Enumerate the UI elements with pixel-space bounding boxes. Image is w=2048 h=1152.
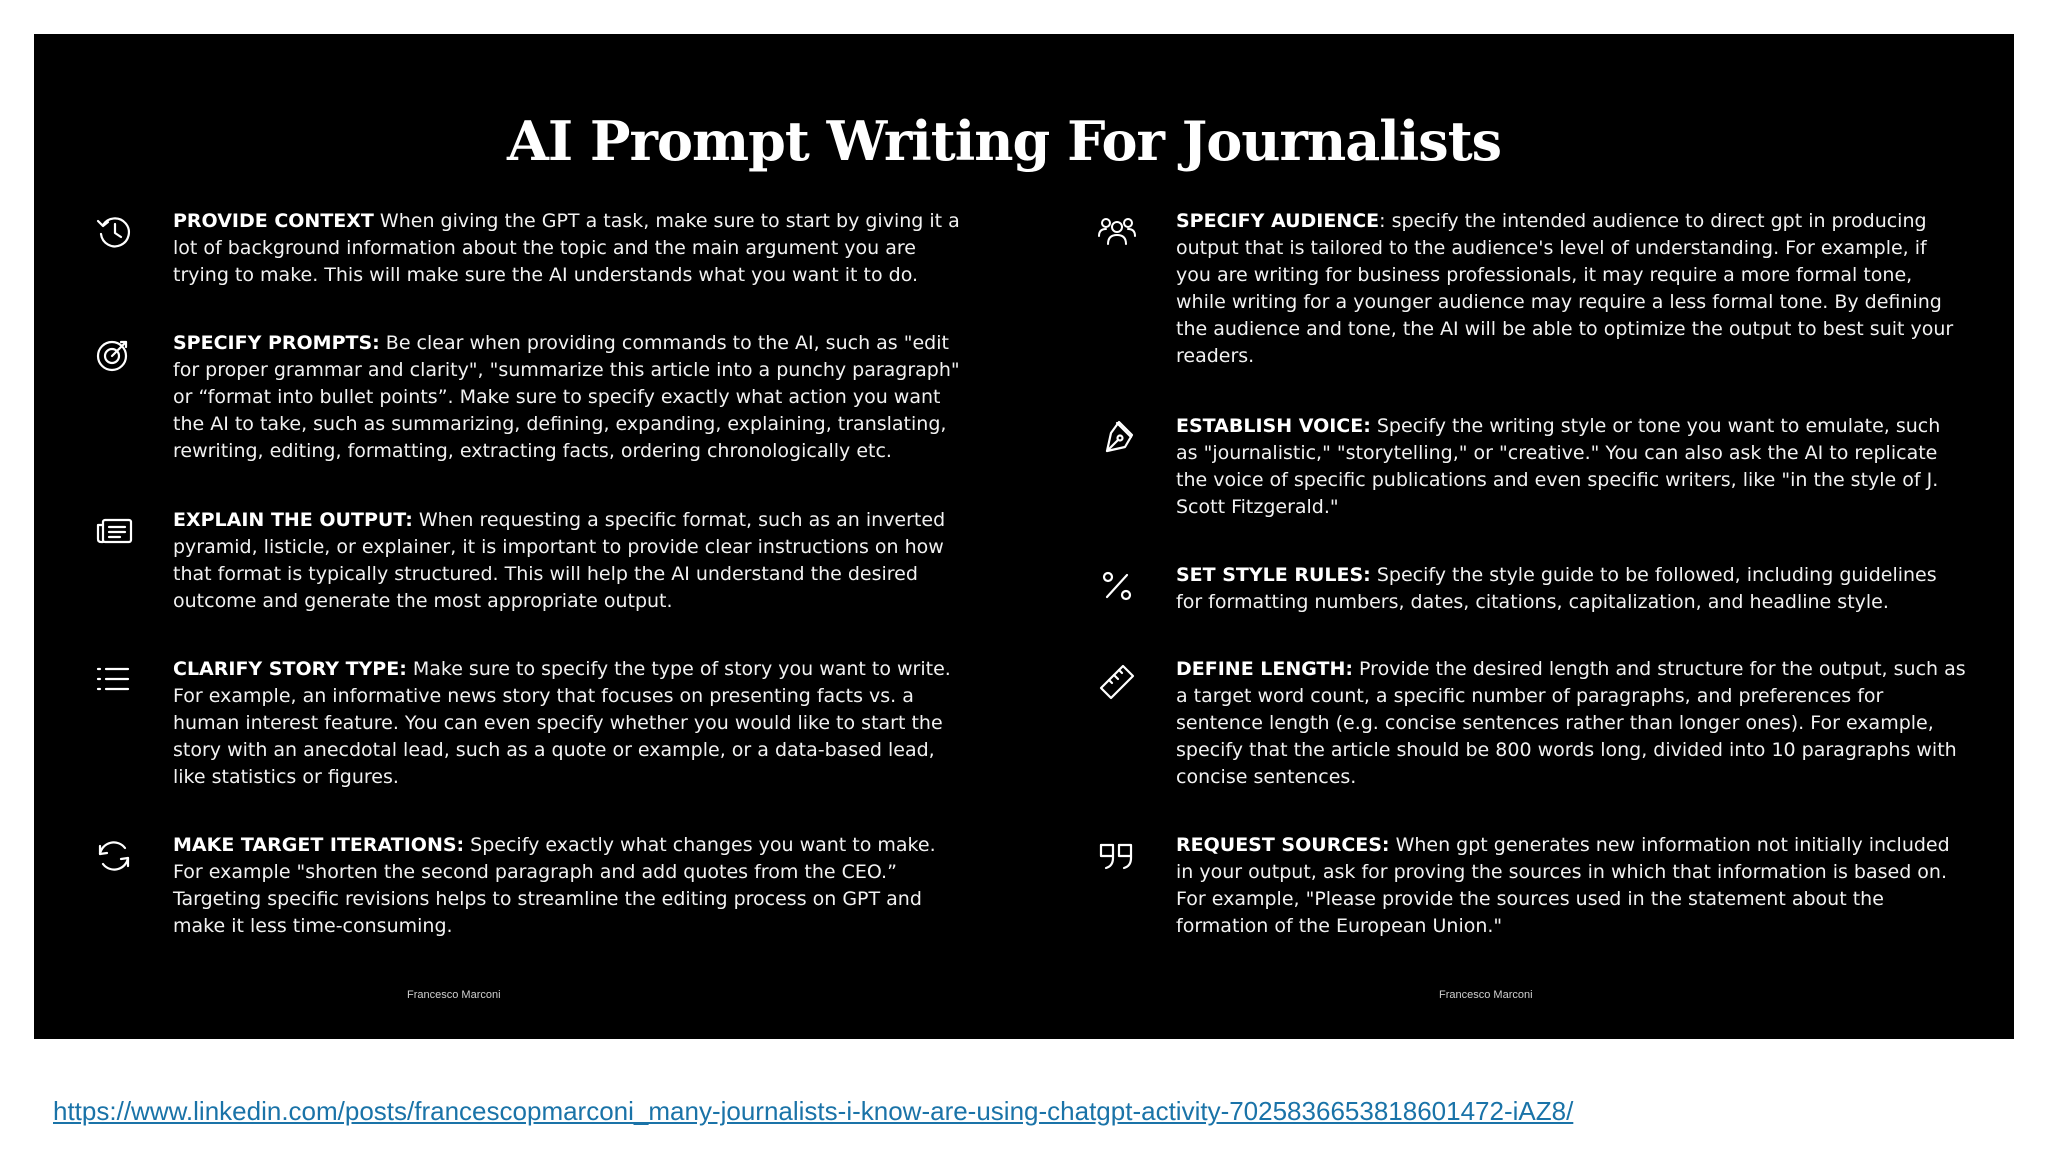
- item-text: Specify exactly what changes you want to make. For example "shorten the second paragraph and add quotes from the CEO.” Targeting specific revisions helps to streamline the editing process on GPT and make it less time-consuming.: [173, 834, 936, 937]
- percent-icon: [1097, 566, 1137, 606]
- item-text: When gpt generates new information not initially included in your output, ask for proving the sources in which that information is based on. For example, "Please provide the sources used in the statement about the formation of the European Union.": [1176, 834, 1950, 937]
- author-credit: Francesco Marconi: [1439, 989, 1533, 1001]
- item-heading: ESTABLISH VOICE:: [1176, 415, 1371, 437]
- item-heading: DEFINE LENGTH:: [1176, 658, 1354, 680]
- page-title: AI Prompt Writing For Journalists: [506, 109, 1502, 173]
- history-clock-icon: [94, 212, 134, 252]
- newspaper-icon: [94, 511, 134, 551]
- quote-icon: [1097, 836, 1137, 876]
- item-heading: CLARIFY STORY TYPE:: [173, 658, 407, 680]
- item-text: : specify the intended audience to direct gpt in producing output that is tailored to the audience's level of understanding. For example, if you are writing for business professionals, it may require a more formal tone, while writing for a younger audience may require a less formal tone. By defining the audience and tone, the AI will be able to optimize the output to best suit your readers.: [1176, 210, 1954, 367]
- ruler-icon: [1097, 660, 1137, 700]
- item-heading: MAKE TARGET ITERATIONS:: [173, 834, 465, 856]
- refresh-arrows-icon: [94, 836, 134, 876]
- item-text: Provide the desired length and structure for the output, such as a target word count, a specific number of paragraphs, and preferences for sentence length (e.g. concise sentences rather than longer ones). For example, specify that the article should be 800 words long, divided into 10 paragraphs with concise sentences.: [1176, 658, 1966, 788]
- target-icon: [94, 334, 134, 374]
- item-heading: PROVIDE CONTEXT: [173, 210, 374, 232]
- item-heading: REQUEST SOURCES:: [1176, 834, 1390, 856]
- item-heading: SPECIFY PROMPTS:: [173, 332, 380, 354]
- item-text: When giving the GPT a task, make sure to start by giving it a lot of background information about the topic and the main argument you are trying to make. This will make sure the AI understands what you want it to do.: [173, 210, 960, 286]
- item-heading: EXPLAIN THE OUTPUT:: [173, 509, 413, 531]
- item-text: When requesting a specific format, such as an inverted pyramid, listicle, or explainer, it is important to provide clear instructions on how that format is typically structured. This will help the AI understand the desired outcome and generate the most appropriate output.: [173, 509, 946, 612]
- item-heading: SET STYLE RULES:: [1176, 564, 1371, 586]
- item-text: Make sure to specify the type of story you want to write. For example, an informative news story that focuses on presenting facts vs. a human interest feature. You can even specify whether you would like to start the story with an anecdotal lead, such as a quote or example, or a data-based lead, like statistics or figures.: [173, 658, 951, 788]
- slide: [34, 34, 2014, 1039]
- item-text: Specify the style guide to be followed, including guidelines for formatting numbers, dates, citations, capitalization, and headline style.: [1176, 564, 1937, 613]
- item-text: Specify the writing style or tone you want to emulate, such as "journalistic," "storytelling," or "creative." You can also ask the AI to replicate the voice of specific publications and even specific writers, like "in the style of J. Scott Fitzgerald.": [1176, 415, 1941, 518]
- list-icon: [94, 660, 134, 700]
- item-heading: SPECIFY AUDIENCE: [1176, 210, 1380, 232]
- author-credit: Francesco Marconi: [407, 989, 501, 1001]
- source-link[interactable]: https://www.linkedin.com/posts/francescopmarconi_many-journalists-i-know-are-using-chatgpt-activity-7025836653818601472-iAZ8/: [53, 1096, 1574, 1126]
- audience-users-icon: [1097, 212, 1137, 252]
- item-text: Be clear when providing commands to the AI, such as "edit for proper grammar and clarity", "summarize this article into a punchy paragraph" or “format into bullet points”. Make sure to specify exactly what action you want the AI to take, such as summarizing, defining, expanding, explaining, translating, rewriting, editing, formatting, extracting facts, ordering chronologically etc.: [173, 332, 960, 462]
- pen-nib-icon: [1097, 417, 1137, 457]
